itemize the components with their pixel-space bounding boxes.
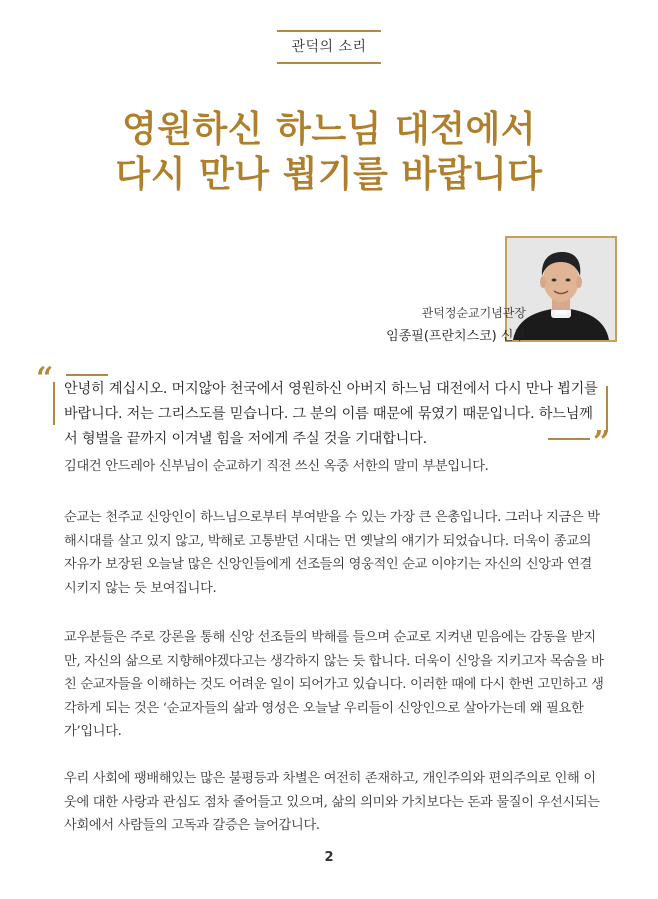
- quote-left-rule: [53, 382, 55, 425]
- body-paragraph-4: 우리 사회에 팽배해있는 많은 불평등과 차별은 여전히 존재하고, 개인주의와 편의주의로 인해 이웃에 대한 사랑과 관심도 점차 줄어들고 있으며, 삶의 의미와 가치보다는 돈과 물질이 우선시되는 사회에서 사람들의 고독과 갈증은 늘어갑니다.: [64, 771, 600, 834]
- quote-text: 안녕히 계십시오. 머지않아 천국에서 영원하신 아버지 하느님 대전에서 다시 만나 뵙기를 바랍니다. 저는 그리스도를 믿습니다. 그 분의 이름 때문에 묶였기 때문입니다. 하느님께서 형벌을 끝까지 이겨낼 힘을 저에게 주실 것을 기대합니다.: [64, 381, 598, 447]
- section-label-top-rule: [277, 30, 381, 32]
- body-paragraph-1: 김대건 안드레아 신부님이 순교하기 직전 쓰신 옥중 서한의 말미 부분입니다.: [64, 459, 489, 474]
- author-affiliation: 관덕정순교기념관장: [421, 306, 526, 320]
- author-name: 임종필(프란치스코) 신부: [386, 329, 526, 344]
- quote-top-rule: [66, 374, 108, 376]
- page-title-line-2: 다시 만나 뵙기를 바랍니다: [115, 154, 543, 195]
- section-label-bottom-rule: [277, 62, 381, 64]
- quote-bottom-rule: [548, 438, 590, 440]
- body-paragraph-2: 순교는 천주교 신앙인이 하느님으로부터 부여받을 수 있는 가장 큰 은총입니다. 그러나 지금은 박해시대를 살고 있지 않고, 박해로 고통받던 시대는 먼 옛날의 얘기가 되었습니다. 더욱이 종교의 자유가 보장된 오늘날 많은 신앙인들에게 선조들의 영웅적인 순교 이야기는 자신의 신앙과 연결시키지 않는 듯 보여집니다.: [64, 510, 600, 596]
- quote-right-rule: [606, 386, 608, 432]
- body-paragraph-3: 교우분들은 주로 강론을 통해 신앙 선조들의 박해를 들으며 순교로 지켜낸 믿음에는 감동을 받지만, 자신의 삶으로 지향해야겠다고는 생각하지 않는 듯 합니다. 더욱이 신앙을 지키고자 목숨을 바친 순교자들을 이해하는 것도 어려운 일이 되어가고 있습니다. 이러한 때에 다시 한번 고민하고 생각하게 되는 것은 ‘순교자들의 삶과 영성은 오늘날 우리들이 신앙인으로 살아가는데 왜 필요한가’입니다.: [64, 630, 604, 740]
- close-quote-icon: ”: [593, 425, 605, 460]
- open-quote-icon: “: [36, 361, 48, 396]
- page-title-line-1: 영원하신 하느님 대전에서: [121, 109, 537, 150]
- page-number: 2: [324, 850, 334, 865]
- section-label: 관덕의 소리: [291, 39, 367, 55]
